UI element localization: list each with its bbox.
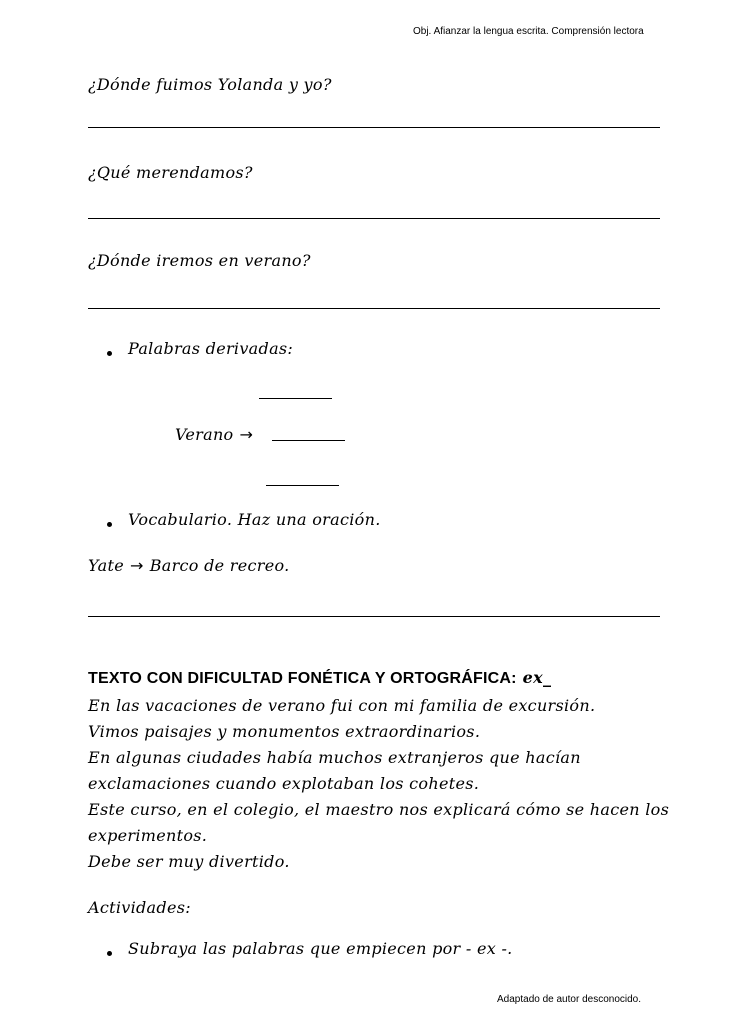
arrow-right-icon: → [239,425,254,444]
answer-line-1[interactable] [88,127,660,128]
derived-blank-2[interactable] [272,440,345,441]
author-credit: Adaptado de autor desconocido. [497,994,641,1005]
answer-line-2[interactable] [88,218,660,219]
vocab-definition: Barco de recreo. [149,556,290,575]
activities-label: Actividades: [88,898,191,917]
bullet-icon [107,351,112,356]
reading-line: experimentos. [88,826,208,845]
vocab-label: Vocabulario. Haz una oración. [128,510,381,529]
bullet-icon [107,951,112,956]
question-2: ¿Qué merendamos? [88,163,253,182]
bullet-icon [107,522,112,527]
derived-word: Verano [175,425,234,444]
reading-line: En algunas ciudades había muchos extranjeros que hacían [88,748,581,767]
reading-line: Debe ser muy divertido. [88,852,290,871]
activity-item: Subraya las palabras que empiecen por - ex -. [128,939,513,958]
answer-line-3[interactable] [88,308,660,309]
reading-line: En las vacaciones de verano fui con mi familia de excursión. [88,696,596,715]
arrow-right-icon: → [129,556,144,575]
reading-line: Este curso, en el colegio, el maestro nos explicará cómo se hacen los [88,800,670,819]
reading-text [88,693,688,875]
derived-blank-3[interactable] [266,485,339,486]
text-heading [88,668,551,688]
text-heading-focus: ex_ [522,668,552,687]
question-3: ¿Dónde iremos en verano? [88,251,311,270]
vocab-row [88,556,290,575]
derived-blank-1[interactable] [259,398,332,399]
objective-header: Obj. Afianzar la lengua escrita. Comprensión lectora [413,26,644,37]
reading-line: Vimos paisajes y monumentos extraordinarios. [88,722,481,741]
answer-line-4[interactable] [88,616,660,617]
vocab-word: Yate [88,556,124,575]
text-heading-title: TEXTO CON DIFICULTAD FONÉTICA Y ORTOGRÁFICA: [88,670,517,687]
reading-line: exclamaciones cuando explotaban los cohetes. [88,774,480,793]
derived-words-label: Palabras derivadas: [128,339,294,358]
derived-row [175,425,259,444]
question-1: ¿Dónde fuimos Yolanda y yo? [88,75,332,94]
